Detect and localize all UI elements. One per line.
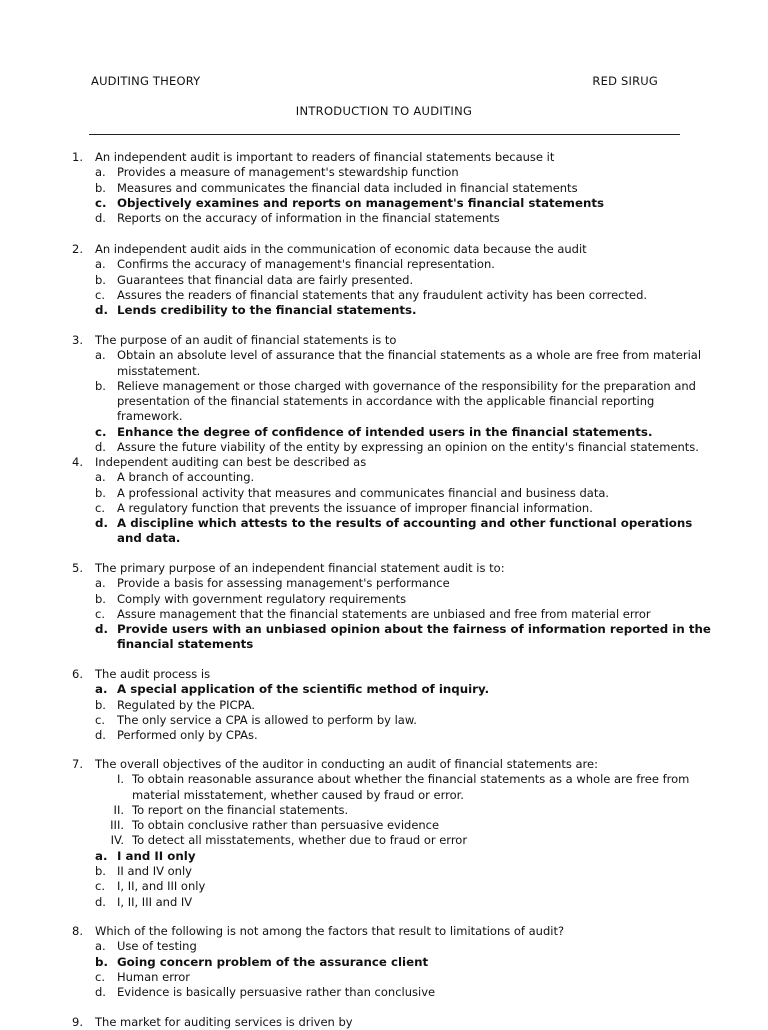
option-a: a. Use of testing <box>95 939 197 954</box>
option-a-answer: a. A special application of the scientific method of inquiry. <box>95 682 490 697</box>
option-c-answer: c. Objectively examines and reports on management's financial statements <box>95 195 605 210</box>
question-8 <box>72 924 712 1000</box>
question-stem: The market for auditing services is driven by <box>95 1015 353 1029</box>
statement-iv: IV. To detect all misstatements, whether due to fraud or error <box>110 833 468 848</box>
question-stem: Independent auditing can best be described as <box>95 455 367 469</box>
option-b: b. Relieve management or those charged with governance of the responsibility for the preparation and presentation of the financial statements in accordance with the applicable financial reporting framework. <box>95 378 696 424</box>
statement-ii: II. To report on the financial statements. <box>113 802 349 817</box>
header-author: RED SIRUG <box>592 74 658 88</box>
option-a: a. Provide a basis for assessing management's performance <box>95 576 450 591</box>
option-b: b. II and IV only <box>95 864 192 879</box>
question-9 <box>72 1015 712 1030</box>
option-c: c. Assures the readers of financial statements that any fraudulent activity has been corrected. <box>95 287 648 302</box>
page-title: INTRODUCTION TO AUDITING <box>295 104 473 118</box>
question-stem: The primary purpose of an independent financial statement audit is to: <box>95 561 505 575</box>
option-d-answer: d. A discipline which attests to the results of accounting and other functional operations and data. <box>95 516 693 546</box>
question-number: 2. <box>72 242 83 256</box>
question-2 <box>72 242 712 318</box>
question-1 <box>72 150 712 226</box>
question-number: 7. <box>72 757 83 771</box>
option-a: a. A branch of accounting. <box>95 470 255 485</box>
option-b: b. Guarantees that financial data are fairly presented. <box>95 272 414 287</box>
option-d: d. Assure the future viability of the entity by expressing an opinion on the entity's financial statements. <box>95 440 699 455</box>
option-b: b. Measures and communicates the financial data included in financial statements <box>95 180 578 195</box>
option-d-answer: d. Lends credibility to the financial statements. <box>95 303 417 318</box>
question-4 <box>72 455 712 547</box>
option-c: c. I, II, and III only <box>95 879 206 894</box>
question-stem: The purpose of an audit of financial statements is to <box>95 333 397 347</box>
question-number: 5. <box>72 561 83 575</box>
option-a: a. Obtain an absolute level of assurance that the financial statements as a whole are free from material misstatement. <box>95 348 702 378</box>
question-number: 3. <box>72 333 83 347</box>
statement-iii: III. To obtain conclusive rather than persuasive evidence <box>110 818 440 833</box>
statement-i: I. To obtain reasonable assurance about whether the financial statements as a whole are free from material misstatement, whether caused by fraud or error. <box>116 772 690 802</box>
question-number: 4. <box>72 455 83 469</box>
option-b: b. Regulated by the PICPA. <box>95 697 256 712</box>
option-a-answer: a. I and II only <box>95 848 196 863</box>
question-5 <box>72 561 712 653</box>
question-number: 6. <box>72 667 83 681</box>
option-a: a. Confirms the accuracy of management's financial representation. <box>95 257 495 272</box>
option-c-answer: c. Enhance the degree of confidence of intended users in the financial statements. <box>95 424 653 439</box>
question-stem: An independent audit is important to readers of financial statements because it <box>95 150 555 164</box>
option-c: c. The only service a CPA is allowed to perform by law. <box>95 712 417 727</box>
question-stem: An independent audit aids in the communication of economic data because the audit <box>95 242 587 256</box>
question-7 <box>72 757 712 910</box>
question-3 <box>72 333 712 455</box>
option-c: c. A regulatory function that prevents the issuance of improper financial information. <box>95 500 593 515</box>
option-b: b. A professional activity that measures and communicates financial and business data. <box>95 485 610 500</box>
option-d: d. Performed only by CPAs. <box>95 728 258 743</box>
question-stem: Which of the following is not among the factors that result to limitations of audit? <box>95 924 565 938</box>
question-number: 1. <box>72 150 83 164</box>
question-number: 8. <box>72 924 83 938</box>
option-c: c. Human error <box>95 969 190 984</box>
question-stem: The audit process is <box>95 667 211 681</box>
option-d-answer: d. Provide users with an unbiased opinion about the fairness of information reported in the financial statements <box>95 622 711 652</box>
option-b: b. Comply with government regulatory requirements <box>95 591 407 606</box>
option-d: d. I, II, III and IV <box>95 894 193 909</box>
option-d: d. Reports on the accuracy of information in the financial statements <box>95 211 500 226</box>
question-number: 9. <box>72 1015 83 1029</box>
question-6 <box>72 667 712 743</box>
header-course: AUDITING THEORY <box>91 74 201 88</box>
option-d: d. Evidence is basically persuasive rather than conclusive <box>95 985 436 1000</box>
option-c: c. Assure management that the financial statements are unbiased and free from material error <box>95 606 651 621</box>
option-b-answer: b. Going concern problem of the assurance client <box>95 954 429 969</box>
option-a: a. Provides a measure of management's stewardship function <box>95 165 459 180</box>
question-stem: The overall objectives of the auditor in conducting an audit of financial statements are: <box>95 757 598 771</box>
header-divider <box>89 134 680 135</box>
